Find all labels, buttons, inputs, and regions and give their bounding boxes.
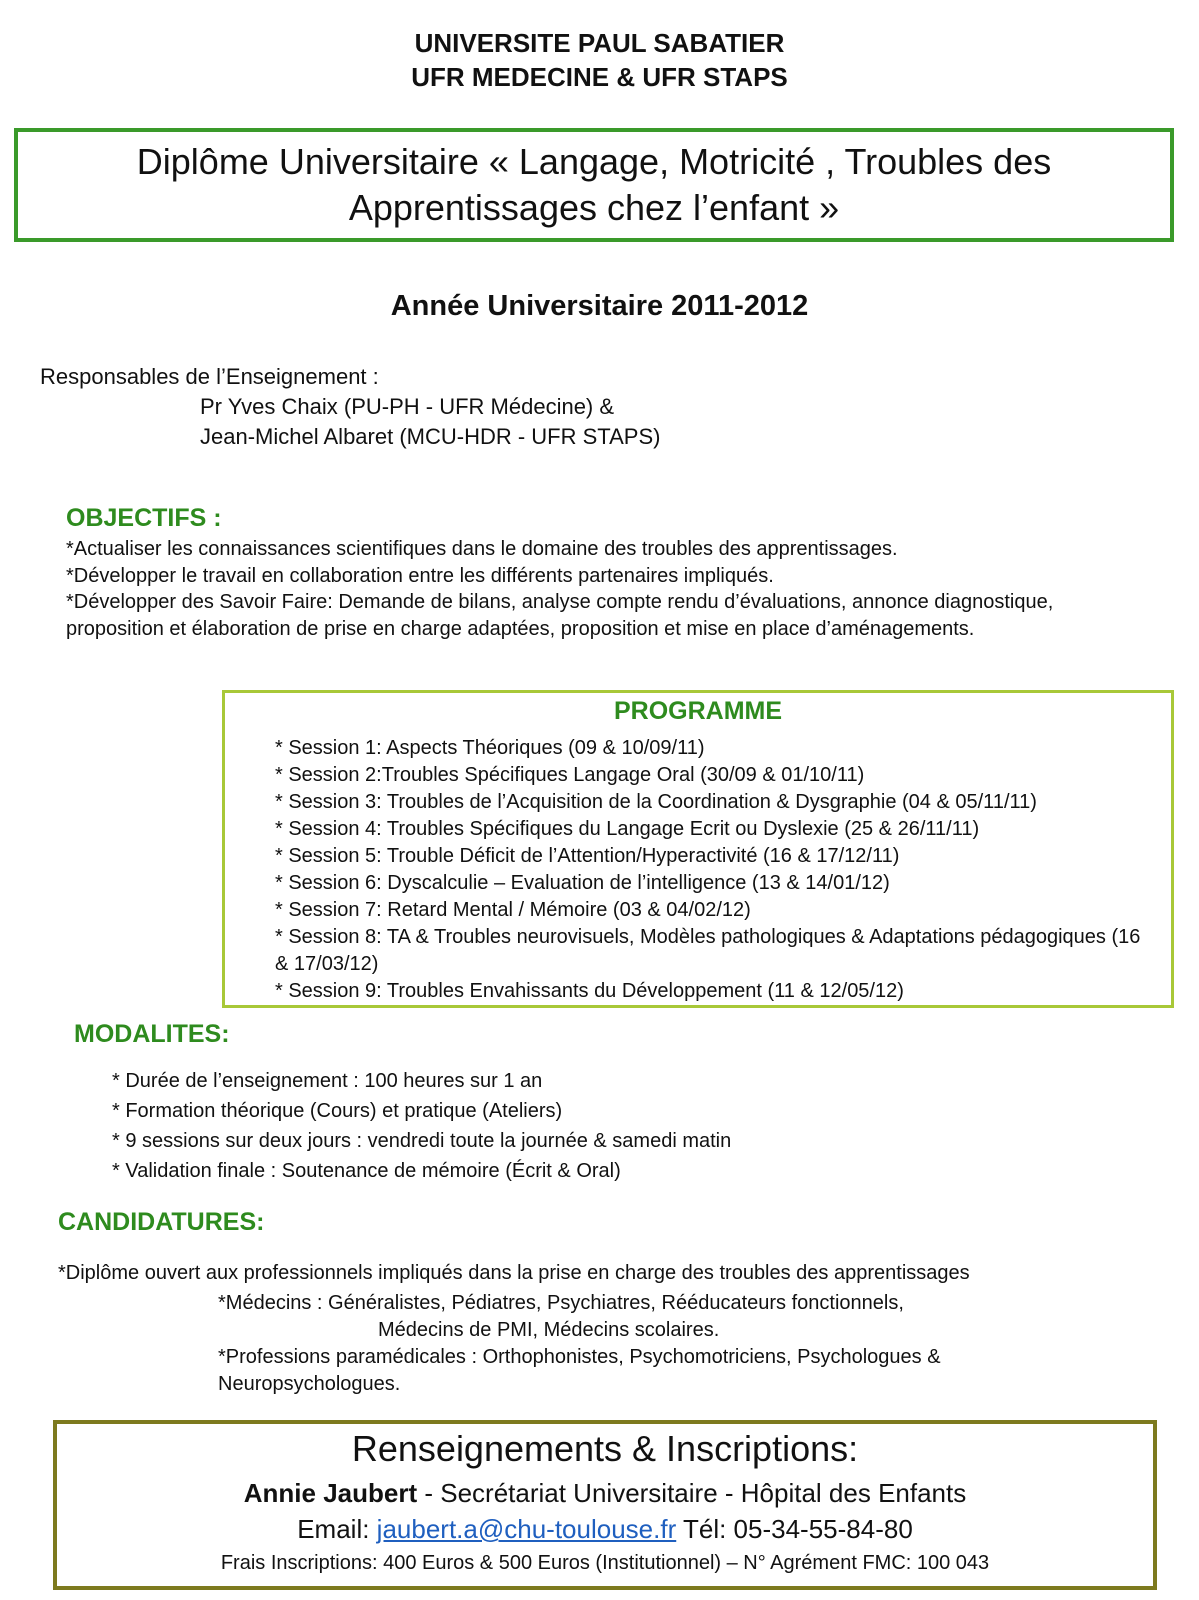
session-item: * Session 4: Troubles Spécifiques du Langage Ecrit ou Dyslexie (25 & 26/11/11)	[275, 818, 980, 840]
objectif-item: *Développer des Savoir Faire: Demande de bilans, analyse compte rendu d’évaluations, annonce diagnostique, proposition et élaboration de prise en charge adaptées, proposition et mise en place d’aménagements.	[66, 591, 1054, 640]
objectifs-list	[66, 536, 1126, 642]
email-label: Email:	[297, 1514, 377, 1544]
session-item: * Session 8: TA & Troubles neurovisuels, Modèles pathologiques & Adaptations pédagogiques (16 & 17/03/12)	[275, 926, 1141, 975]
diploma-title-box	[14, 128, 1174, 242]
modalite-item: * Durée de l’enseignement : 100 heures sur 1 an	[112, 1070, 543, 1092]
candidatures-medecins: *Médecins : Généralistes, Pédiatres, Psychiatres, Rééducateurs fonctionnels,	[218, 1292, 904, 1314]
modalites-heading: MODALITES:	[74, 1020, 230, 1048]
contact-name: Annie Jaubert	[243, 1478, 418, 1508]
objectif-item: *Développer le travail en collaboration entre les différents partenaires impliqués.	[66, 564, 774, 587]
fees-line: Frais Inscriptions: 400 Euros & 500 Euros (Institutionnel) – N° Agrément FMC: 100 043	[220, 1552, 990, 1574]
session-item: * Session 1: Aspects Théoriques (09 & 10/09/11)	[275, 737, 705, 759]
responsable-1: Pr Yves Chaix (PU-PH - UFR Médecine) &	[200, 394, 615, 419]
session-item: * Session 6: Dyscalculie – Evaluation de l’intelligence (13 & 14/01/12)	[275, 872, 890, 894]
inscriptions-heading: Renseignements & Inscriptions:	[351, 1428, 859, 1469]
programme-heading: PROGRAMME	[613, 697, 783, 725]
diploma-title-line2: Apprentissages chez l’enfant »	[348, 187, 840, 228]
modalite-item: * Formation théorique (Cours) et pratique (Ateliers)	[112, 1100, 563, 1122]
session-item: * Session 2:Troubles Spécifiques Langage Oral (30/09 & 01/10/11)	[275, 764, 865, 786]
faculty-name: UFR MEDECINE & UFR STAPS	[411, 62, 788, 92]
phone-number: Tél: 05-34-55-84-80	[676, 1514, 913, 1544]
responsable-2: Jean-Michel Albaret (MCU-HDR - UFR STAPS)	[200, 424, 661, 449]
modalite-item: * Validation finale : Soutenance de mémoire (Écrit & Oral)	[112, 1160, 621, 1182]
candidatures-medecins-cont: Médecins de PMI, Médecins scolaires.	[378, 1319, 720, 1341]
academic-year: Année Universitaire 2011-2012	[390, 290, 809, 322]
diploma-title-line1: Diplôme Universitaire « Langage, Motricité , Troubles des	[136, 141, 1052, 182]
email-line	[57, 1514, 1153, 1545]
modalites-list	[112, 1066, 731, 1186]
contact-details: - Secrétariat Universitaire - Hôpital des Enfants	[417, 1478, 967, 1508]
inscriptions-box	[53, 1420, 1157, 1590]
programme-list	[275, 735, 1151, 1005]
responsables-label: Responsables de l’Enseignement :	[40, 364, 379, 389]
candidatures-lead: *Diplôme ouvert aux professionnels impliqués dans la prise en charge des troubles des apprentissages	[58, 1262, 970, 1284]
objectifs-heading: OBJECTIFS :	[66, 504, 222, 532]
email-link[interactable]: jaubert.a@chu-toulouse.fr	[376, 1514, 677, 1544]
contact-line	[57, 1478, 1153, 1509]
modalite-item: * 9 sessions sur deux jours : vendredi toute la journée & samedi matin	[112, 1130, 732, 1152]
session-item: * Session 9: Troubles Envahissants du Développement (11 & 12/05/12)	[275, 980, 904, 1002]
candidatures-paramedicales: *Professions paramédicales : Orthophonistes, Psychomotriciens, Psychologues & Neuropsychologues.	[218, 1346, 941, 1395]
candidatures-list	[218, 1290, 1118, 1398]
session-item: * Session 7: Retard Mental / Mémoire (03 & 04/02/12)	[275, 899, 751, 921]
session-item: * Session 3: Troubles de l’Acquisition de la Coordination & Dysgraphie (04 & 05/11/11)	[275, 791, 1037, 813]
programme-box	[222, 690, 1174, 1008]
responsables-block	[40, 362, 660, 452]
university-header	[0, 26, 1199, 94]
objectif-item: *Actualiser les connaissances scientifiques dans le domaine des troubles des apprentissages.	[66, 538, 898, 560]
session-item: * Session 5: Trouble Déficit de l’Attention/Hyperactivité (16 & 17/12/11)	[275, 845, 900, 867]
candidatures-heading: CANDIDATURES:	[58, 1208, 265, 1236]
university-name: UNIVERSITE PAUL SABATIER	[414, 28, 785, 58]
